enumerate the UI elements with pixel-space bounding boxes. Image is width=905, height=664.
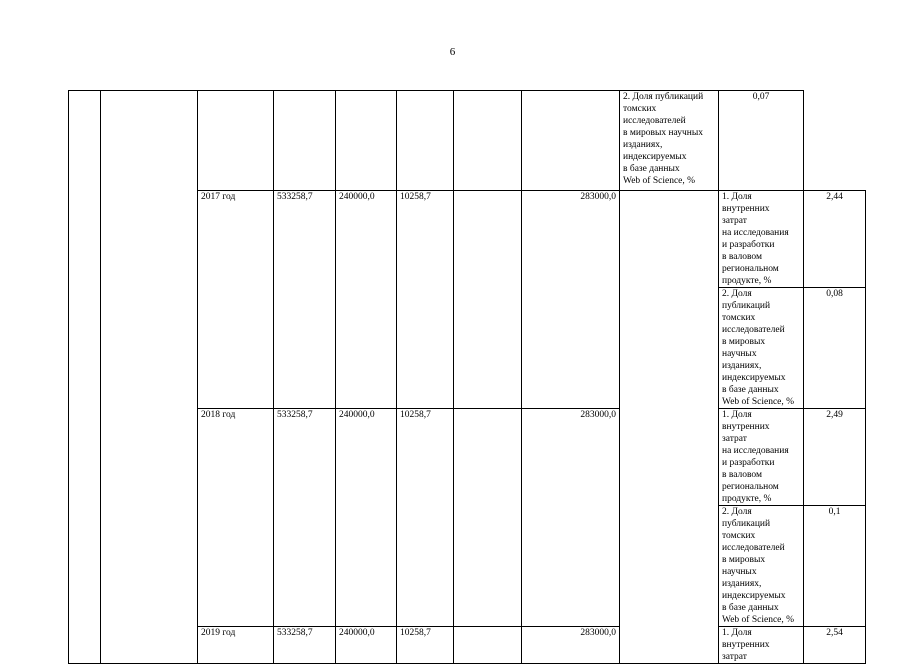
indicator-cell: 2. Доля публикаций томских исследователей в мировых научных изданиях, индексируемых в базе данных Web of Science, % [719, 288, 804, 409]
extrabudget-cell: 283000,0 [522, 191, 620, 409]
extrabudget-cell [522, 91, 620, 191]
federal-cell: 240000,0 [336, 409, 397, 627]
indicator-cell: 1. Доля внутренних затрат [719, 627, 804, 664]
year-cell: 2018 год [198, 409, 274, 627]
total-cell: 533258,7 [274, 409, 336, 627]
table-row [69, 91, 866, 191]
year-cell: 2017 год [198, 191, 274, 409]
indicator-cell: 2. Доля публикаций томских исследователей в мировых научных изданиях, индексируемых в базе данных Web of Science, % [719, 506, 804, 627]
page-number: 6 [449, 46, 456, 58]
regional-cell [397, 91, 454, 191]
indicator-cell: 1. Доля внутренних затрат на исследования и разработки в валовом региональном продукте, % [719, 191, 804, 288]
col-number-cell [69, 91, 101, 664]
regional-cell: 10258,7 [397, 191, 454, 409]
indicator-cell: 2. Доля публикаций томских исследователей в мировых научных изданиях, индексируемых в базе данных Web of Science, % [620, 91, 719, 191]
indicator-value-cell: 2,54 [804, 627, 866, 664]
budget-table [68, 90, 866, 664]
local-cell [454, 91, 522, 191]
federal-cell: 240000,0 [336, 627, 397, 664]
program-cell [620, 191, 719, 664]
regional-cell: 10258,7 [397, 627, 454, 664]
regional-cell: 10258,7 [397, 409, 454, 627]
federal-cell: 240000,0 [336, 191, 397, 409]
indicator-value-cell: 0,08 [804, 288, 866, 409]
total-cell: 533258,7 [274, 627, 336, 664]
indicator-value-cell: 2,49 [804, 409, 866, 506]
indicator-value-cell: 0,1 [804, 506, 866, 627]
local-cell [454, 191, 522, 409]
total-cell [274, 91, 336, 191]
extrabudget-cell: 283000,0 [522, 409, 620, 627]
total-cell: 533258,7 [274, 191, 336, 409]
col-name-cell [101, 91, 198, 664]
local-cell [454, 627, 522, 664]
year-cell: 2019 год [198, 627, 274, 664]
extrabudget-cell: 283000,0 [522, 627, 620, 664]
year-cell [198, 91, 274, 191]
indicator-cell: 1. Доля внутренних затрат на исследования и разработки в валовом региональном продукте, % [719, 409, 804, 506]
local-cell [454, 409, 522, 627]
federal-cell [336, 91, 397, 191]
indicator-value-cell: 0,07 [719, 91, 804, 191]
indicator-value-cell: 2,44 [804, 191, 866, 288]
